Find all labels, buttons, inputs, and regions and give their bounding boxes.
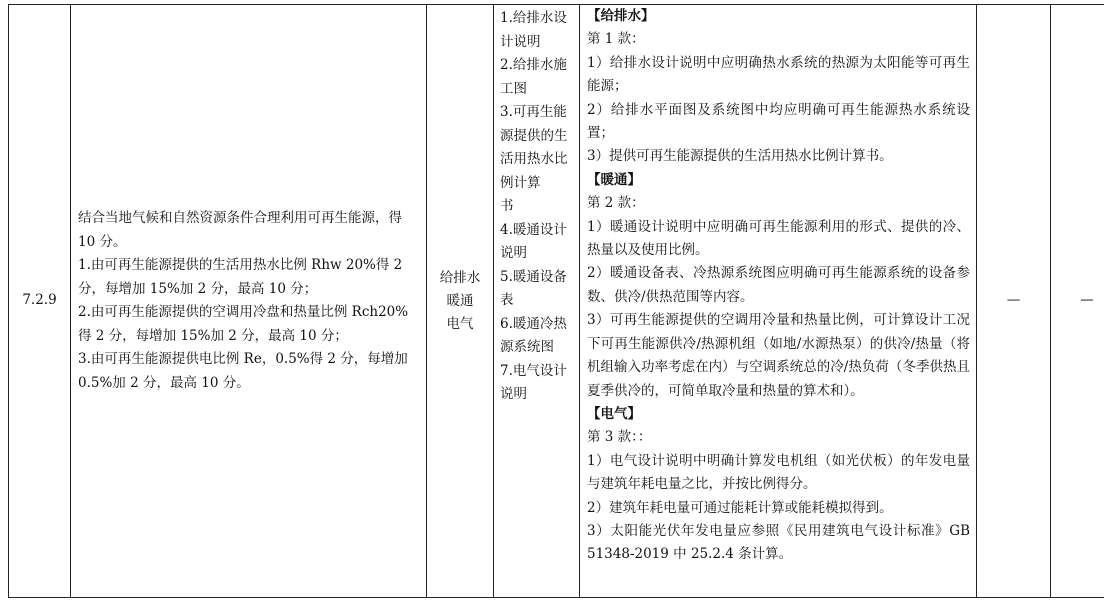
requirement-intro: 结合当地气候和自然资源条件合理利用可再生能源，得 10 分。	[78, 210, 402, 250]
department-cell	[427, 5, 494, 598]
score-b-value: —	[1080, 292, 1094, 309]
standard-table	[8, 4, 1104, 598]
score-cell-a	[977, 5, 1051, 598]
table-row	[9, 5, 1104, 598]
detail-line: 2）建筑年耗电量可通过能耗计算或能耗模拟得到。	[587, 499, 893, 516]
department-label: 电气	[446, 315, 474, 332]
details-cell	[580, 5, 977, 598]
section-heading: 【电气】	[587, 405, 641, 422]
document-item: 3.可再生能源提供的生活用热水比例计算	[500, 104, 568, 191]
document-item: 5.暖通设备表	[500, 268, 567, 308]
clause-number: 7.2.9	[9, 5, 71, 598]
requirement-cell	[71, 5, 427, 598]
department-label: 给排水	[439, 269, 481, 286]
document-item: 4.暖通设计说明	[500, 221, 567, 261]
detail-line: 3）太阳能光伏年发电量应参照《民用建筑电气设计标准》GB 51348-2019 中 25.2.4 条计算。	[587, 522, 970, 563]
requirement-item: 2.由可再生能源提供的空调用冷盘和热量比例 Rch20%得 2 分，每增加 15%加 2 分，最高 10 分；	[78, 304, 409, 344]
section-heading: 【给排水】	[587, 8, 655, 24]
requirement-item: 1.由可再生能源提供的生活用热水比例 Rhw 20%得 2 分，每增加 15%加 2 分，最高 10 分；	[78, 257, 403, 297]
department-label: 暖通	[446, 292, 474, 309]
detail-line: 2）给排水平面图及系统图中均应明确可再生能源热水系统设置；	[587, 101, 970, 142]
section-heading: 【暖通】	[587, 171, 641, 188]
detail-line: 3）提供可再生能源提供的生活用热水比例计算书。	[587, 148, 893, 165]
requirement-item: 3.由可再生能源提供电比例 Re，0.5%得 2 分，每增加 0.5%加 2 分，最高 10 分。	[78, 351, 408, 391]
detail-line: 1）电气设计说明中明确计算发电机组（如光伏板）的年发电量与建筑年耗电量之比，并按比例得分。	[587, 452, 970, 493]
documents-cell	[494, 5, 580, 598]
detail-line: 1）给排水设计说明中应明确热水系统的热源为太阳能等可再生能源；	[587, 54, 970, 95]
clause-label: 第 3 款：：	[587, 429, 652, 446]
score-cell-b	[1051, 5, 1104, 598]
document-item: 1.给排水设计说明	[500, 10, 567, 50]
score-a-value: —	[1006, 292, 1021, 309]
document-item: 6.暖通冷热源系统图	[500, 315, 567, 355]
document-item: 7.电气设计说明	[500, 362, 567, 402]
detail-line: 1）暖通设计说明中应明确可再生能源利用的形式、提供的冷、热量以及使用比例。	[587, 218, 970, 259]
document-item: 2.给排水施工图	[500, 57, 567, 97]
detail-line: 3）可再生能源提供的空调用冷量和热量比例，可计算设计工况下可再生能源供冷/热源机组（如地/水源热泵）的供冷/热量（将机组输入功率考虑在内）与空调系统总的冷/热负荷（冬季供热且夏季供冷的，可简单取冷量和热量的算术和）。	[587, 312, 970, 399]
clause-label: 第 2 款：	[587, 195, 645, 212]
detail-line: 2）暖通设备表、冷热源系统图应明确可再生能源系统的设备参数、供冷/供热范围等内容。	[587, 265, 970, 305]
document-item: 书	[500, 198, 514, 214]
clause-label: 第 1 款：	[587, 31, 645, 48]
